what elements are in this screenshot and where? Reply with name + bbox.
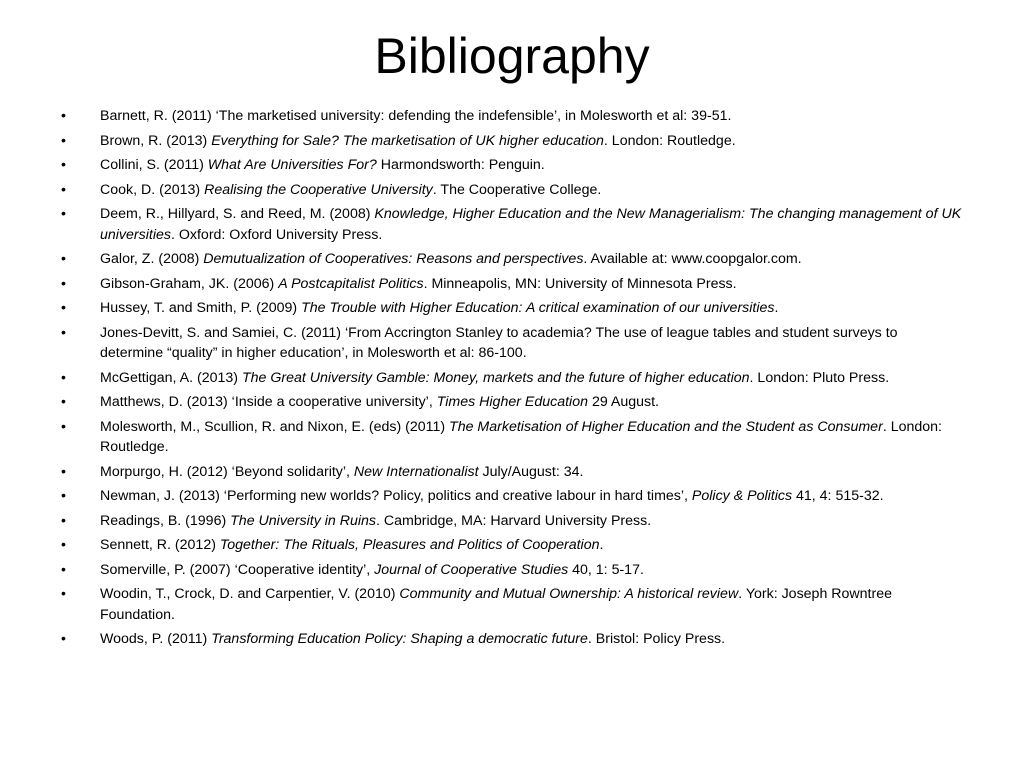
reference-text-after: 40, 1: 5-17. (568, 561, 644, 578)
bullet-icon: • (61, 561, 66, 578)
reference-text-after: Harmondsworth: Penguin. (376, 157, 545, 173)
reference-title: Community and Mutual Ownership: A historical review (399, 586, 739, 602)
reference-text: Sennett, R. (2012) (100, 537, 220, 553)
bullet-icon: • (61, 132, 66, 149)
reference-title: The University in Ruins (230, 512, 377, 529)
reference-title: Realising the Cooperative University (204, 181, 433, 198)
reference-item (0, 106, 1024, 127)
reference-text: Barnett, R. (2011) ‘The marketised university: defending the indefensible’, in Molesworth et al: 39-51. (100, 108, 732, 124)
reference-item (0, 392, 1024, 413)
reference-text-after: . (599, 537, 604, 553)
reference-title: The Marketisation of Higher Education and the Student as Consumer (449, 418, 883, 435)
reference-item (0, 274, 1024, 295)
reference-text-after: . Cambridge, MA: Harvard University Press. (376, 512, 652, 529)
bullet-icon: • (61, 537, 66, 553)
reference-item (0, 204, 1024, 245)
reference-text: Collini, S. (2011) (100, 157, 208, 173)
reference-title: Everything for Sale? The marketisation of UK higher education (211, 132, 604, 149)
reference-item (0, 249, 1024, 270)
reference-title: The Trouble with Higher Education: A critical examination of our universities (301, 300, 775, 316)
bullet-icon: • (61, 300, 66, 316)
reference-text-after: 41, 4: 515-32. (792, 488, 884, 504)
reference-text-after: . Available at: www.coopgalor.com. (583, 251, 802, 267)
bullet-icon: • (61, 369, 66, 386)
reference-title: Policy & Politics (691, 488, 793, 504)
bullet-icon: • (61, 181, 66, 198)
reference-title: New Internationalist (353, 463, 479, 480)
reference-title: Times Higher Education (436, 394, 588, 410)
bullet-icon: • (61, 324, 66, 341)
bullet-icon: • (61, 275, 66, 292)
reference-title: Journal of Cooperative Studies (374, 561, 569, 578)
reference-title: Demutualization of Cooperatives: Reasons and perspectives (203, 251, 584, 267)
reference-text: Woodin, T., Crock, D. and Carpentier, V. (2010) (100, 586, 400, 602)
reference-item (0, 131, 1024, 152)
bullet-icon: • (61, 512, 66, 529)
reference-text-after: . York: Joseph Rowntree Foundation. (100, 586, 892, 623)
reference-item (0, 298, 1024, 319)
reference-text: Gibson-Graham, JK. (2006) (100, 275, 279, 292)
reference-item (0, 462, 1024, 483)
reference-text: Hussey, T. and Smith, P. (2009) (100, 300, 302, 316)
reference-text-after: 29 August. (588, 394, 659, 410)
bullet-icon: • (61, 157, 66, 173)
reference-title: Knowledge, Higher Education and the New Managerialism: The changing management of UK universities (100, 206, 962, 243)
reference-title: Transforming Education Policy: Shaping a democratic future (211, 631, 588, 647)
reference-item (0, 323, 1024, 364)
bullet-icon: • (61, 488, 66, 504)
reference-text: Cook, D. (2013) (100, 181, 205, 198)
reference-text-after: . Minneapolis, MN: University of Minnesota Press. (423, 275, 737, 292)
bullet-icon: • (61, 206, 66, 222)
reference-item (0, 629, 1024, 650)
reference-text-after: . Oxford: Oxford University Press. (170, 226, 383, 243)
reference-text: Brown, R. (2013) (100, 132, 212, 149)
bullet-icon: • (61, 631, 66, 647)
reference-text-after: . London: Pluto Press. (749, 369, 890, 386)
bullet-icon: • (61, 418, 66, 435)
bullet-icon: • (61, 108, 66, 124)
reference-item (0, 535, 1024, 556)
reference-item (0, 417, 1024, 458)
reference-item (0, 155, 1024, 176)
reference-text: Galor, Z. (2008) (100, 251, 204, 267)
reference-text-after: . London: Routledge. (100, 418, 942, 455)
reference-item (0, 368, 1024, 389)
reference-text: Jones-Devitt, S. and Samiei, C. (2011) ‘From Accrington Stanley to academia? The use of league tables and student surveys to determine “quality” in higher education’, in Molesworth et al: 86-100. (100, 324, 898, 361)
reference-text: Molesworth, M., Scullion, R. and Nixon, E. (eds) (2011) (100, 418, 450, 435)
reference-text: Newman, J. (2013) ‘Performing new worlds? Policy, politics and creative labour in hard times’, (100, 488, 692, 504)
reference-item (0, 560, 1024, 581)
reference-list (0, 106, 1024, 654)
reference-title: Together: The Rituals, Pleasures and Politics of Cooperation (219, 537, 600, 553)
reference-item (0, 511, 1024, 532)
reference-text-after: July/August: 34. (478, 463, 584, 480)
reference-text: Morpurgo, H. (2012) ‘Beyond solidarity’, (100, 463, 354, 480)
reference-text-after: . The Cooperative College. (432, 181, 602, 198)
reference-text: Matthews, D. (2013) ‘Inside a cooperative university’, (100, 394, 437, 410)
reference-title: A Postcapitalist Politics (278, 275, 424, 292)
bullet-icon: • (61, 463, 66, 480)
reference-item (0, 584, 1024, 625)
reference-item (0, 486, 1024, 507)
page-title: Bibliography (374, 28, 650, 84)
reference-text: Somerville, P. (2007) ‘Cooperative identity’, (100, 561, 375, 578)
reference-text-after: . Bristol: Policy Press. (587, 631, 726, 647)
reference-text-after: . London: Routledge. (603, 132, 736, 149)
bullet-icon: • (61, 394, 66, 410)
reference-text: McGettigan, A. (2013) (100, 369, 242, 386)
reference-text: Deem, R., Hillyard, S. and Reed, M. (2008) (100, 206, 375, 222)
reference-text: Woods, P. (2011) (100, 631, 212, 647)
reference-item (0, 180, 1024, 201)
bullet-icon: • (61, 251, 66, 267)
reference-title: The Great University Gamble: Money, markets and the future of higher education (241, 369, 750, 386)
bullet-icon: • (61, 586, 66, 602)
reference-title: What Are Universities For? (207, 157, 377, 173)
reference-text-after: . (774, 300, 779, 316)
reference-text: Readings, B. (1996) (100, 512, 231, 529)
